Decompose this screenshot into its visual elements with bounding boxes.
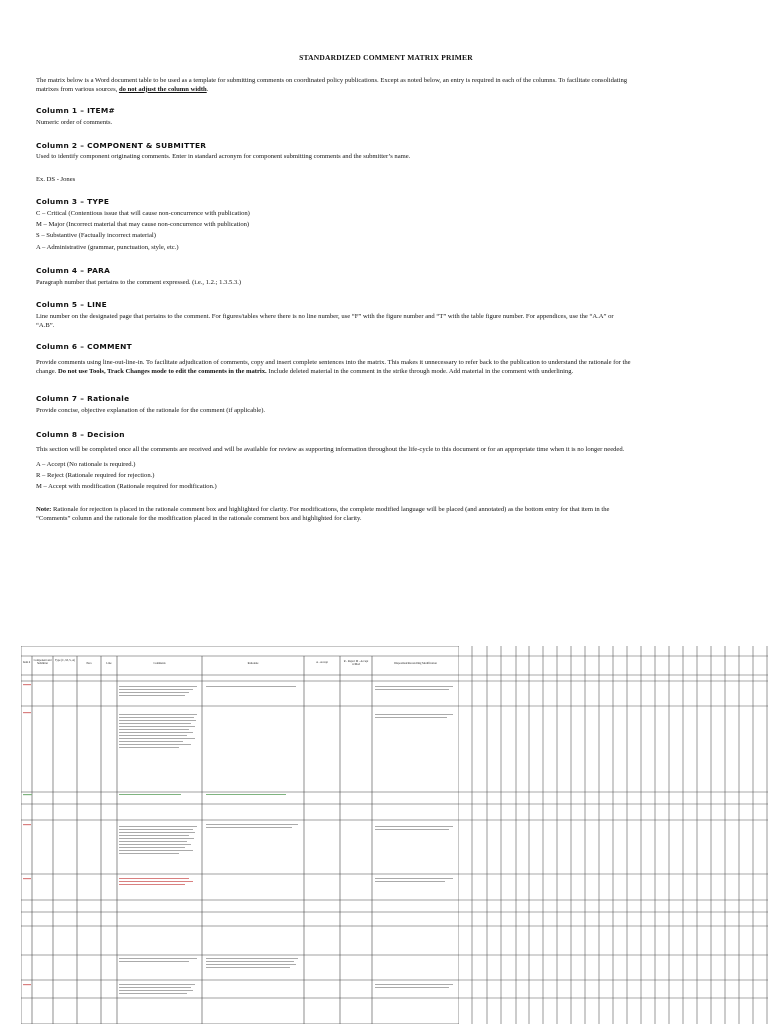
- section-heading-component: Column 2 – COMPONENT & SUBMITTER: [36, 141, 207, 150]
- section-heading-decision: Column 8 – Decision: [36, 430, 125, 439]
- header-type: Type (C, M, S, A): [54, 659, 76, 662]
- section-body-comment: Provide comments using line-out-line-in. To facilitate adjudication of comments, copy and insert complete sentences into the matrix. This makes it unnecessary to refer back to the publication to understand the rationale for the change. Do not use Tools, Track Changes mode to edit the comments in the matrix. Include deleted material in the comment in the strike through mode. Add material in the comment with underlining.: [36, 359, 631, 375]
- section-heading-line: Column 5 – LINE: [36, 300, 108, 309]
- header-comments: Comments: [153, 662, 166, 665]
- header-reject: R - Reject M - Accept w/Mod: [343, 660, 369, 667]
- section-body-rationale: Provide concise, objective explanation of the rationale for the comment (if applicable).: [36, 407, 266, 414]
- intro-paragraph: [36, 77, 704, 94]
- decision-options: A – Accept (No rationale is required.) R – Reject (Rationale required for rejection.) M – Accept with modification (Rationale required for modification.): [36, 461, 217, 491]
- header-line: Line: [106, 662, 112, 665]
- header-rationale: Rationale: [247, 662, 259, 665]
- intro-line-2: matrixes from various sources, do not adjust the column width.: [36, 85, 209, 93]
- header-component: Component and Submitter: [33, 659, 52, 666]
- section-body-line: Line number on the designated page that pertains to the comment. For figures/tables where there is no line number, use “F” with the figure number and “T” with the table figure number. For appendices, use the “A.A” or “A.B”.: [36, 313, 614, 329]
- header-item: Item #: [22, 661, 31, 664]
- page-title: STANDARDIZED COMMENT MATRIX PRIMER: [299, 53, 473, 62]
- section-heading-para: Column 4 – PARA: [36, 266, 111, 275]
- note-paragraph: Note: Rationale for rejection is placed in the rationale comment box and highlighted for clarity. For modifications, the complete modified language will be placed (and annotated) as the bottom entry for that item in the “Comments” column and the rationale for the modification placed in the rationale comment box and highlighted for clarity.: [36, 506, 610, 522]
- intro-emphasis: do not adjust the column width: [118, 85, 207, 93]
- section-heading-rationale: Column 7 – Rationale: [36, 394, 130, 403]
- section-body-type: C – Critical (Contentious issue that will cause non-concurrence with publication) M – Major (Incorrect material that may cause non-concurrence with publication) S – Substantive (Factually incorrect material) A – Administrative (grammar, punctuation, style, etc.): [36, 210, 250, 251]
- header-para: Para: [86, 662, 92, 665]
- note-label: Note:: [36, 506, 52, 513]
- section-heading-comment: Column 6 – COMMENT: [36, 342, 132, 351]
- section-heading-item: Column 1 – ITEM#: [36, 106, 116, 115]
- overflow-grid: [459, 646, 768, 1024]
- section-body-item: Numeric order of comments.: [36, 119, 113, 126]
- comment-matrix-table: [21, 646, 459, 1024]
- section-body-decision: This section will be completed once all the comments are received and will be available for review as supporting information throughout the life-cycle to this document or for an appropriate time when it is no longer needed.: [36, 446, 625, 453]
- section-heading-type: Column 3 – TYPE: [36, 197, 110, 206]
- intro-line-1: The matrix below is a Word document table to be used as a template for submitting comments on coordinated policy publications. Except as noted below, an entry is required in each of the columns. To facilitate consolidating: [36, 77, 628, 84]
- header-accept: A - Accept: [316, 661, 328, 664]
- section-body-para: Paragraph number that pertains to the comment expressed. (i.e., 1.2.; 1.3.5.3.): [36, 279, 242, 286]
- section-example: Ex. DS - Jones: [36, 176, 76, 183]
- section-body-component: Used to identify component originating comments. Enter in standard acronym for component submitting comments and the submitter’s name.: [36, 153, 411, 160]
- header-disposition: Disposition/Reconciling Modification: [394, 662, 437, 665]
